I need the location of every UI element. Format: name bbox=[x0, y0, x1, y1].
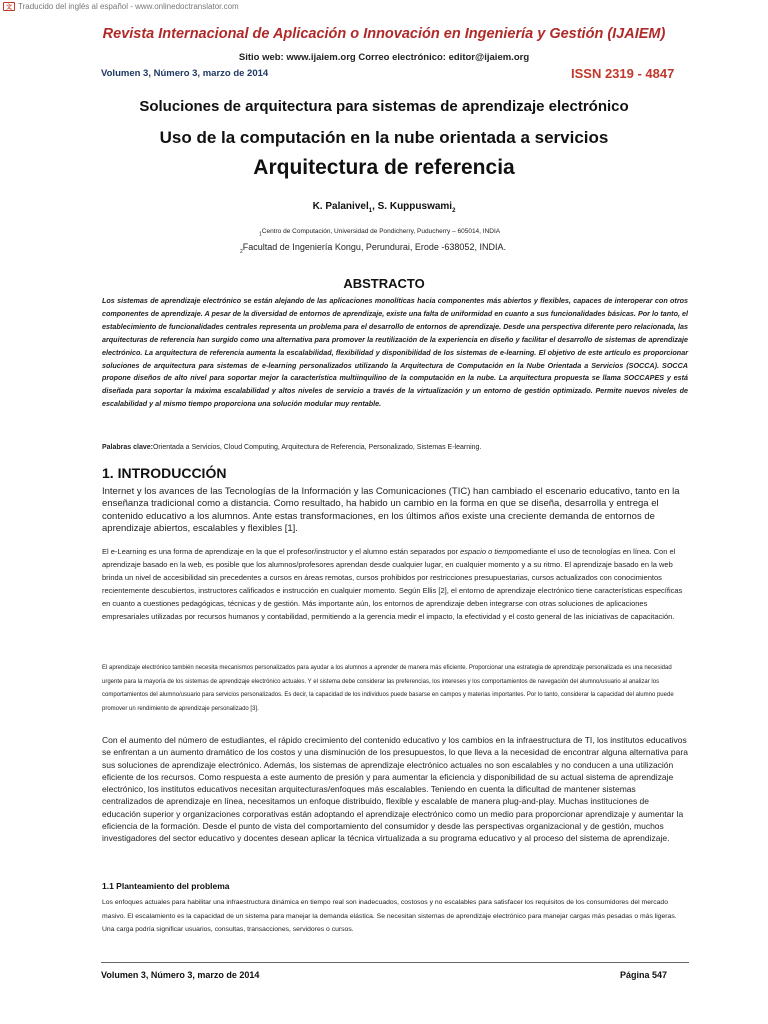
volume-info: Volumen 3, Número 3, marzo de 2014 bbox=[101, 68, 269, 79]
affiliation-1-text: Centro de Computación, Universidad de Pondicherry, Puducherry – 605014, INDIA bbox=[261, 228, 501, 235]
keywords-text: Orientada a Servicios, Cloud Computing, Arquitectura de Referencia, Personalizado, Sistemas E-learning. bbox=[152, 444, 482, 451]
paper-title-line-2: Uso de la computación en la nube orientada a servicios bbox=[159, 128, 609, 147]
subsection-heading-problem: 1.1 Planteamiento del problema bbox=[102, 881, 230, 891]
author-2: , S. Kuppuswami bbox=[372, 201, 453, 212]
journal-website-email: Sitio web: www.ijaiem.org Correo electrónico: editor@ijaiem.org bbox=[238, 52, 530, 63]
footer-volume: Volumen 3, Número 3, marzo de 2014 bbox=[101, 970, 260, 980]
footer-page-number: Página 547 bbox=[620, 970, 668, 980]
journal-title: Revista Internacional de Aplicación o Innovación en Ingeniería y Gestión (IJAIEM) bbox=[102, 26, 666, 42]
affiliation-1 bbox=[259, 228, 500, 237]
affiliation-1-num: 1 bbox=[259, 231, 262, 238]
paragraph-intro-2 bbox=[102, 545, 688, 624]
translation-banner-text[interactable]: Traducido del inglés al español - www.onlinedoctranslator.com bbox=[18, 1, 239, 11]
keywords bbox=[102, 444, 688, 451]
p2-part-b: mediante el uso de tecnologías en línea. Con el aprendizaje basado en la web, es posible que los alumnos/profesores aprendan desde cualquier lugar, en cualquier momento y a su ritmo. El aprendizaje basado en la web brinda un nivel de accesibilidad sin precedentes a cursos en áreas remotas, cursos prohibidos por restricciones presupuestarias, cursos actualizados con conocimientos recientemente descubiertos, instructores calificados e instrucción en cualquier momento. Según Ellis [2], el entorno de aprendizaje electrónico tiene características específicas en cuanto a cuestiones pedagógicas, técnicas y de gestión. Más importante aún, los entornos de aprendizaje deben integrarse con otras soluciones de aplicaciones empresariales utilizadas por recursos humanos y contabilidad, permitiendo a la gerencia medir el impacto, la efectividad y el costo general de las iniciativas de capacitación. bbox=[102, 547, 683, 622]
abstract-text: Los sistemas de aprendizaje electrónico se están alejando de las aplicaciones monolíticas hacia componentes más abiertos y flexibles, capaces de interoperar con otros componentes de aprendizaje. A pesar de la diversidad de entornos de aprendizaje, existe una falta de uniformidad en cuanto a sus funcionalidades básicas. Por lo tanto, el establecimiento de funcionalidades centrales representa un problema para el desarrollo de entornos de aprendizaje. Desde una perspectiva diferente pero relacionada, las arquitecturas de referencia han surgido como una alternativa para promover la reutilización de la experiencia en diseño y facilitar el desarrollo de sistemas de aprendizaje electrónico. La arquitectura de referencia aumenta la escalabilidad, flexibilidad y disponibilidad de los sistemas de e-learning. El objetivo de este artículo es proporcionar soluciones de arquitectura para sistemas de e-learning personalizados utilizando la Arquitectura de Computación en la Nube Orientada a Servicios (SOCCA). SOCCA propone diseños de alto nivel para soportar mejor la característica multiinquilino de la computación en la nube. La arquitectura propuesta se llama SOCCAPES y está diseñada para soportar la máxima escalabilidad y altos niveles de servicio a través de la virtualización y un entorno de gestión optimizado. Permite nuevos niveles de escalabilidad y al mismo tiempo proporciona una solución modular muy rentable. bbox=[102, 296, 688, 409]
paragraph-intro-4: Con el aumento del número de estudiantes, el rápido crecimiento del contenido educativo y los cambios en la infraestructura de TI, los institutos educativos se enfrentan a un aumento dramático de los costos y una disminución de los presupuestos, lo que lleva a la necesidad de encontrar alguna alternativa para sus soluciones de aprendizaje electrónico. Además, los sistemas de aprendizaje electrónico actuales no son escalables y no conducen a una utilización eficiente de los recursos. Como respuesta a este aumento de presión y para aumentar la eficiencia y disponibilidad de su actual sistema de aprendizaje electrónico, los institutos educativos necesitan arquitecturas/enfoques más escalables. Teniendo en cuenta la dificultad de mantener sistemas centralizados de aprendizaje en línea, necesitamos un enfoque distribuido, flexible y escalable de manera plug-and-play. Muchas instituciones de educación superior y organizaciones corporativas están adoptando el aprendizaje electrónico como un medio para proporcionar aprendizaje y aumentar la eficiencia de la formación. Desde el punto de vista del comportamiento del consumidor y desde las perspectivas organizacional y de gestión, muchos investigadores del sector educativo y docentes desean aplicar la técnica virtualizada a su programa educativo y al proceso del sistema de aprendizaje. bbox=[102, 735, 688, 844]
paper-title-line-1: Soluciones de arquitectura para sistemas de aprendizaje electrónico bbox=[139, 98, 629, 115]
paper-title-line-3: Arquitectura de referencia bbox=[253, 156, 515, 179]
keywords-label: Palabras clave: bbox=[102, 444, 153, 451]
author-1: K. Palanivel bbox=[312, 201, 369, 212]
translation-banner[interactable] bbox=[0, 0, 239, 12]
section-heading-introduction: 1. INTRODUCCIÓN bbox=[102, 465, 227, 481]
paragraph-intro-3: El aprendizaje electrónico también necesita mecanismos personalizados para ayudar a los alumnos a aprender de manera más eficiente. Proporcionar una estrategia de aprendizaje personalizada es una necesidad urgente para la mayoría de los sistemas de aprendizaje electrónico actuales. Y el sistema debe considerar las preferencias, los intereses y los comportamientos de navegación del alumno/usuario al analizar los comportamientos del alumno/usuario para servicios personalizados. Es decir, la capacidad de los individuos puede basarse en campos y materias importantes. Por lo tanto, considerar la capacidad del alumno puede promover un rendimiento de aprendizaje personalizado [3]. bbox=[102, 665, 674, 713]
authors bbox=[0, 201, 768, 214]
affiliation-2-text: Facultad de Ingeniería Kongu, Perundurai, Erode -638052, INDIA. bbox=[242, 242, 506, 252]
issn: ISSN 2319 - 4847 bbox=[571, 66, 675, 81]
paragraph-intro-1: Internet y los avances de las Tecnologías de la Información y las Comunicaciones (TIC) han cambiado el escenario educativo, tanto en la enseñanza tradicional como a distancia. Como resultado, ha habido un cambio en la forma en que se diseña, desarrolla y entrega el contenido educativo a los alumnos. Ante estas transformaciones, en los últimos años existe una creciente demanda de entornos de aprendizaje abiertos, escalables y flexibles [1]. bbox=[102, 486, 680, 535]
p2-part-a: El e-Learning es una forma de aprendizaje en la que el profesor/instructor y el alumno están separados por bbox=[102, 547, 461, 556]
paragraph-problem: Los enfoques actuales para habilitar una infraestructura dinámica en tiempo real son inadecuados, costosos y no escalables para satisfacer los requisitos de los consumidores del mercado masivo. El escalamiento es la capacidad de un sistema para manejar la demanda elástica. Se necesitan sistemas de aprendizaje electrónico para manejar cargas más pesadas o más ligeras. Una carga podría significar usuarios, consultas, transacciones, servidores o cursos. bbox=[102, 899, 677, 934]
affiliation-2-num: 2 bbox=[240, 248, 243, 255]
author-2-sup: 2 bbox=[452, 208, 456, 214]
abstract-heading: ABSTRACTO bbox=[343, 276, 425, 291]
author-1-sup: 1 bbox=[368, 208, 373, 214]
translate-icon: 文 bbox=[3, 2, 15, 11]
affiliation-2 bbox=[240, 242, 506, 255]
p2-italic: espacio o tiempo bbox=[460, 547, 517, 556]
footer-divider bbox=[101, 962, 689, 963]
